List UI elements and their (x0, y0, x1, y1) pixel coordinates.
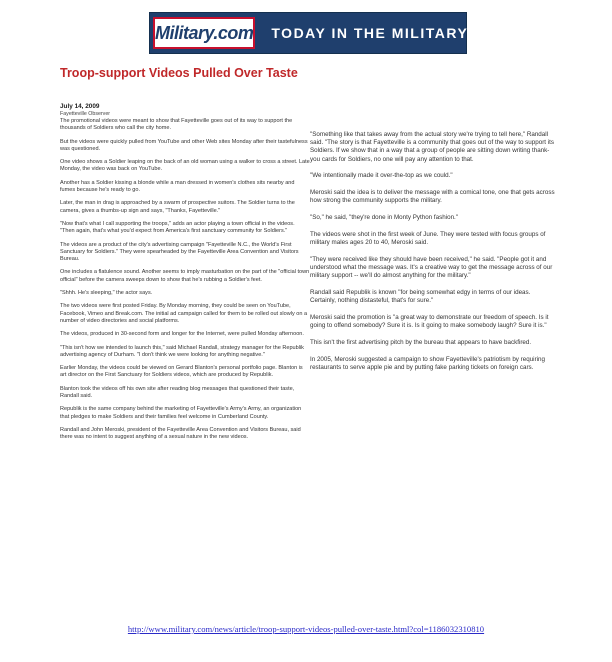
article-paragraph: Randall and John Meroski, president of the Fayetteville Area Convention and Visitors Bureau, said there was no intent to suggest anything of a sexual nature in the new videos. (60, 426, 301, 441)
article-paragraph: "So," he said, "they're done in Monty Python fashion." (310, 214, 459, 222)
article-paragraph: One includes a flatulence sound. Another seems to imply masturbation on the part of the "official town official" before the camera sweeps down to show that he's rubbing a Soldier's feet. (60, 269, 310, 283)
article-paragraph: "We intentionally made it over-the-top as we could." (310, 172, 453, 180)
article-paragraph: Later, the man in drag is approached by a swarm of prospective suitors. The Soldier turns to the camera, gives a thumbs-up sign and says, "Thanks, Fayetteville." (60, 200, 295, 214)
article-paragraph: "Something like that takes away from the actual story we're trying to tell here," Randall said. "The story is that Fayetteville is a community that goes out of the way to support its Soldiers. If we show that in a way that a group of people are sitting down writing thank-you cards for Soldiers, no one will pay any attention to that. (310, 131, 554, 163)
article-paragraph: This isn't the first advertising pitch by the bureau that appears to have backfired. (310, 339, 532, 347)
banner-tagline: TODAY IN THE MILITARY (271, 25, 469, 41)
article-paragraph: Randall said Republik is known "for being somewhat edgy in terms of our ideas. Certainly, nothing distasteful, that's for sure." (310, 289, 531, 305)
article-paragraph: But the videos were quickly pulled from YouTube and other Web sites Monday after their tastefulness was questioned. (60, 138, 308, 152)
article-left-column (60, 118, 310, 448)
article-paragraph: "Now that's what I call supporting the troops," adds an actor playing a town official in the videos. "Then again, that's what you'd expect from America's first sanctuary community for Soldiers." (60, 220, 295, 235)
article-right-column (310, 131, 555, 381)
article-paragraph: "This isn't how we intended to launch this," said Michael Randall, strategy manager for the Republik advertising agency of Durham. "I don't think we were looking for anything negative." (60, 344, 304, 358)
article-paragraph: The videos were shot in the first week of June. They were tested with focus groups of military males ages 20 to 40, Meroski said. (310, 231, 546, 247)
article-paragraph: Another has a Soldier kissing a blonde while a man dressed in women's clothes sits nearby and fumes because he's ready to go. (60, 179, 295, 193)
article-paragraph: The videos are a product of the city's advertising campaign "Fayetteville N.C., the World's First Sanctuary for Soldiers." They were spearheaded by the Fayetteville Area Convention and Visitors Bureau. (60, 241, 299, 262)
article-paragraph: The videos, produced in 30-second form and longer for the Internet, were pulled Monday afternoon. (60, 331, 304, 338)
article-paragraph: Meroski said the promotion is "a great way to demonstrate our freedom of speech. Is it going to offend somebody? Sure it is. Is it going to make somebody laugh? Sure it is." (310, 314, 549, 330)
article-paragraph: "They were received like they should have been received," he said. "People got it and understood what the message was. It's a creative way to get the message across of our military support -- we'll do almost anything for the military." (310, 256, 553, 280)
article-paragraph: One video shows a Soldier leaping on the back of an old woman using a walker to cross a street. Late Monday, the video was back on YouTube. (60, 159, 310, 173)
article-headline: Troop-support Videos Pulled Over Taste (60, 66, 298, 80)
article-source: Fayetteville Observer (60, 111, 111, 117)
article-paragraph: In 2005, Meroski suggested a campaign to show Fayetteville's patriotism by requiring restaurants to serve apple pie and by putting fake parking tickets on foreign cars. (310, 356, 545, 372)
source-url-link[interactable]: http://www.military.com/news/article/troop-support-videos-pulled-over-taste.html?col=1186032310810 (127, 624, 485, 634)
article-paragraph: The two videos were first posted Friday. By Monday morning, they could be seen on YouTube, Facebook, Vimeo and Break.com. The initial ad campaign called for them to be rolled out slowly on a number of video directories and social platforms. (60, 303, 308, 324)
article-paragraph: Meroski said the idea is to deliver the message with a comical tone, one that gets across how strong the community supports the military. (310, 189, 555, 205)
site-banner[interactable] (149, 12, 467, 54)
article-paragraph: Republik is the same company behind the marketing of Fayetteville's Army's Army, an organization that pledges to make Soldiers and their families feel welcome in Cumberland County. (60, 406, 302, 420)
article-paragraph: Earlier Monday, the videos could be viewed on Gerard Blanton's personal portfolio page. Blanton is art director on the First Sanctuary for Soldiers videos, which are produced by Republik. (60, 365, 303, 379)
article-paragraph: The promotional videos were meant to show that Fayetteville goes out of its way to support the thousands of Soldiers who call the city home. (60, 118, 293, 132)
military-com-logo[interactable]: Military.com (153, 17, 255, 49)
article-paragraph: "Shhh. He's sleeping," the actor says. (60, 289, 153, 296)
article-date: July 14, 2009 (60, 103, 100, 110)
article-paragraph: Blanton took the videos off his own site after reading blog messages that questioned their taste, Randall said. (60, 385, 295, 399)
